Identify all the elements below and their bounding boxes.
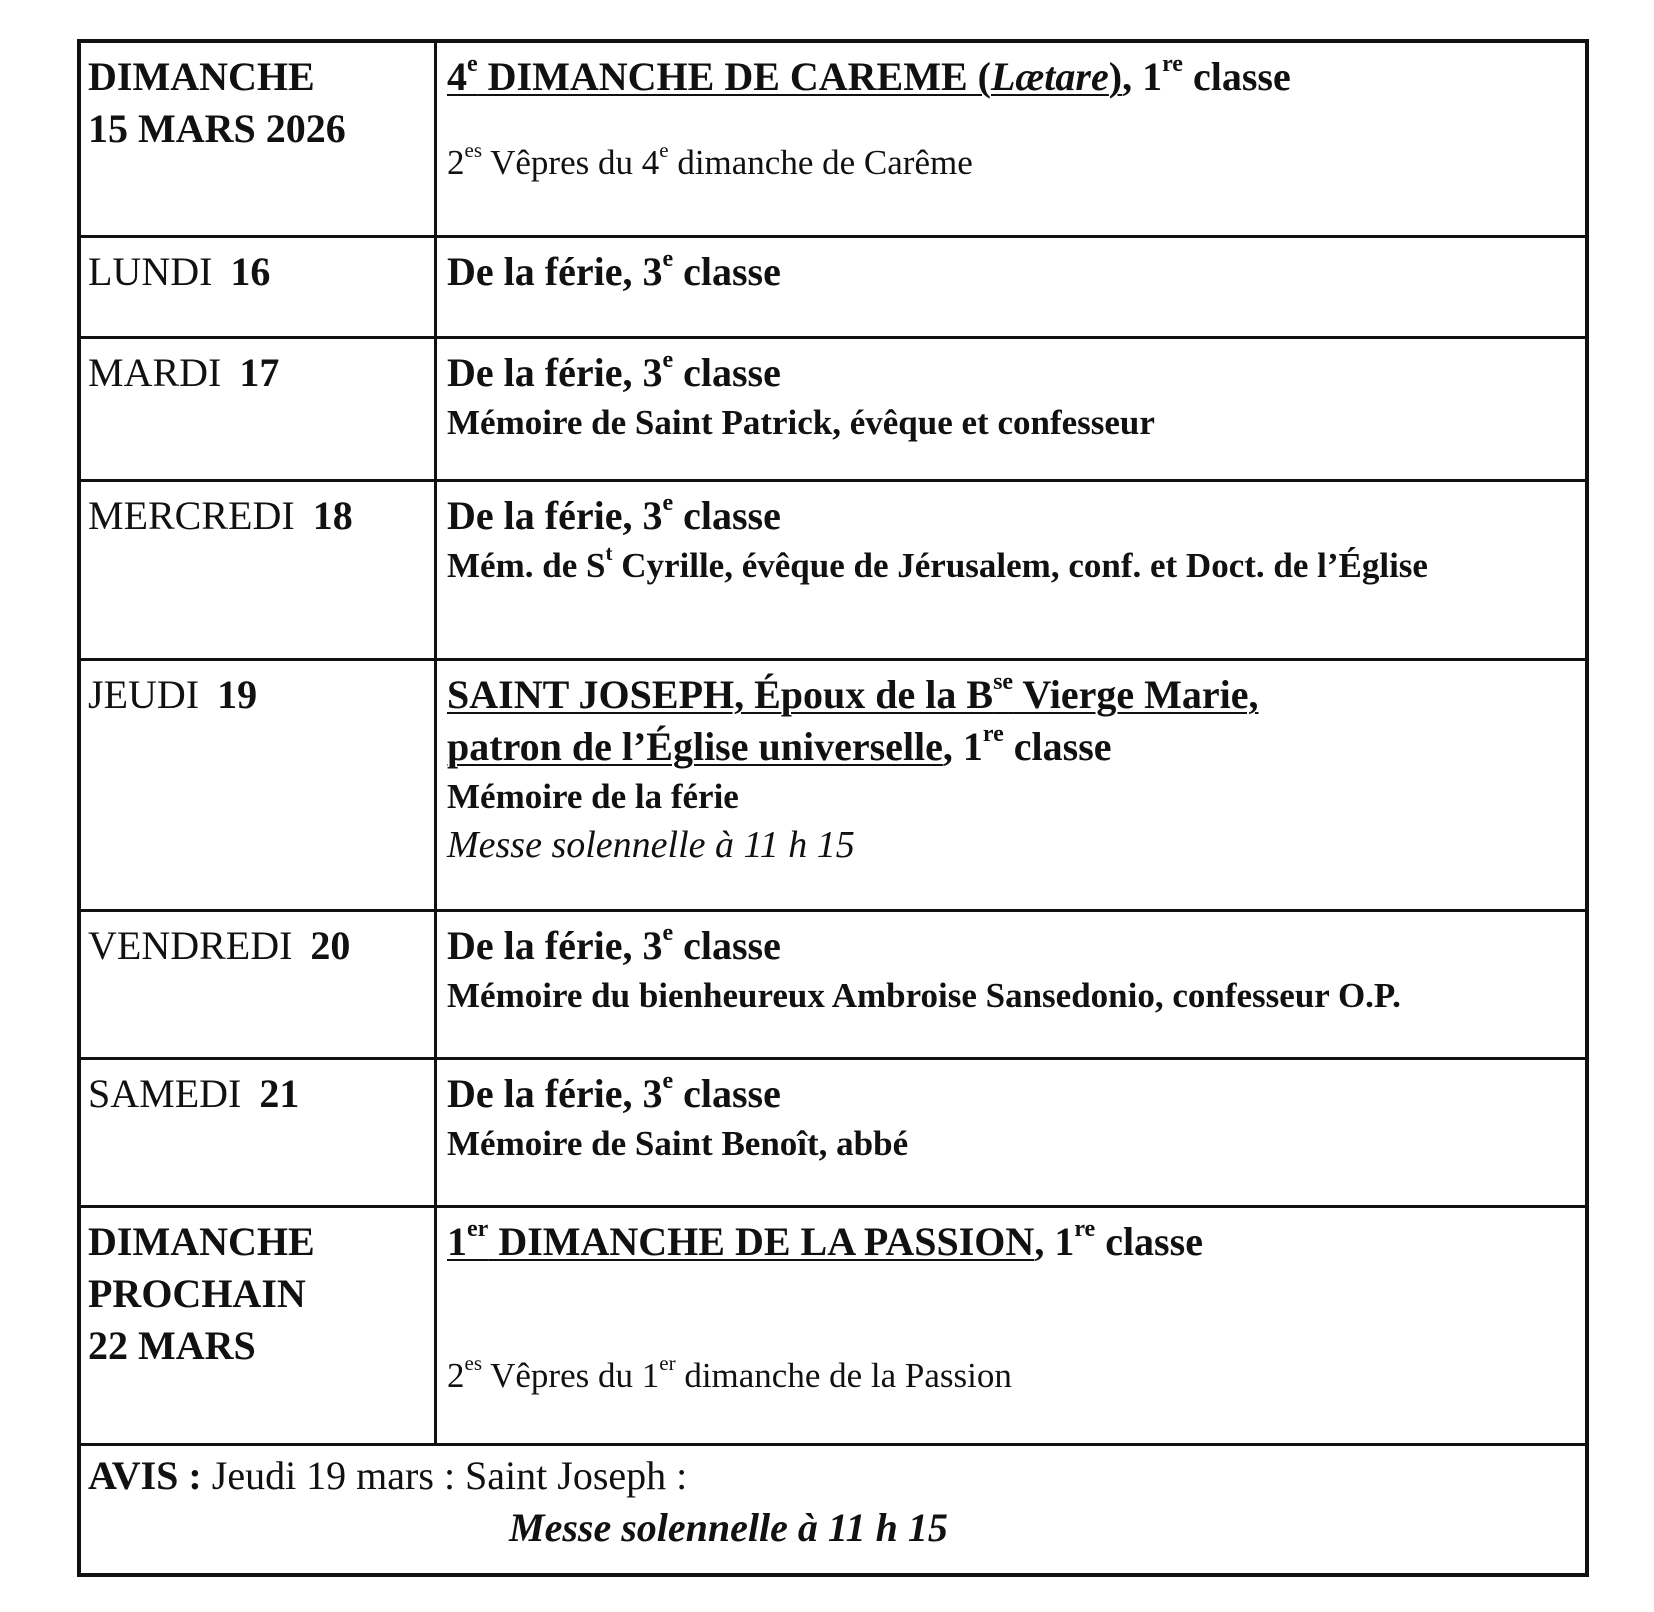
notice-text: AVIS : Jeudi 19 mars : Saint Joseph : (88, 1453, 688, 1498)
day-name: MERCREDI (88, 493, 295, 538)
memory-line: Mémoire de Saint Patrick, évêque et confesseur (447, 403, 1155, 442)
day-number: 17 (239, 350, 280, 395)
row-lundi-16 (81, 238, 1585, 339)
day-qualifier: PROCHAIN (88, 1271, 306, 1316)
office-cell (437, 661, 1585, 909)
day-cell (81, 482, 437, 658)
office-cell (437, 43, 1585, 235)
feast-title: 4e DIMANCHE DE CAREME (Lætare), 1re classe (447, 50, 1291, 99)
memory-line: Mémoire du bienheureux Ambroise Sansedonio, confesseur O.P. (447, 976, 1401, 1015)
feast-title: De la férie, 3e classe (447, 489, 781, 538)
office-cell (437, 238, 1585, 336)
office-cell (437, 1208, 1585, 1443)
office-cell (437, 1060, 1585, 1205)
day-number: 20 (310, 923, 351, 968)
day-number: 16 (230, 249, 271, 294)
latin-name: Lætare (990, 54, 1109, 99)
day-cell (81, 912, 437, 1057)
row-jeudi-19 (81, 661, 1585, 912)
mass-line: Messe solennelle à 11 h 15 (447, 824, 855, 866)
day-cell (81, 661, 437, 909)
day-name: SAMEDI (88, 1071, 242, 1116)
day-cell (81, 238, 437, 336)
row-mercredi-18 (81, 482, 1585, 661)
day-number: 18 (312, 493, 353, 538)
day-number: 19 (217, 672, 258, 717)
day-number: 21 (259, 1071, 300, 1116)
day-cell (81, 339, 437, 479)
day-cell (81, 1208, 437, 1443)
feast-title: De la férie, 3e classe (447, 1067, 781, 1116)
day-name: DIMANCHE (88, 54, 315, 99)
notice-row (81, 1446, 1585, 1573)
row-vendredi-20 (81, 912, 1585, 1060)
notice-mass: Messe solennelle à 11 h 15 (509, 1505, 948, 1550)
vespers-line: $2^{es}$ Vêpres du 1er dimanche de la Passion (447, 1351, 1012, 1395)
feast-title: De la férie, 3e classe (447, 919, 781, 968)
memory-line: Mémoire de Saint Benoît, abbé (447, 1124, 909, 1163)
feast-title: De la férie, 3e classe (447, 346, 781, 395)
feast-title-line2: patron de l’Église universelle, 1re classe (447, 720, 1112, 769)
row-dimanche-15 (81, 43, 1585, 238)
feast-title: 1er DIMANCHE DE LA PASSION, 1re classe (447, 1215, 1203, 1264)
day-date: 15 MARS 2026 (88, 106, 346, 151)
feast-title: SAINT JOSEPH, Époux de la $B^{se}$ Vierge Marie, (447, 668, 1259, 717)
memory-line: Mém. de $S^t$ Cyrille, évêque de Jérusalem, conf. et Doct. de l’Église (447, 541, 1428, 585)
day-name: LUNDI (88, 249, 213, 294)
vespers-line: $2^{es}$ Vêpres du 4e dimanche de Carême (447, 138, 973, 182)
day-name: JEUDI (88, 672, 200, 717)
liturgical-calendar-table (77, 39, 1589, 1577)
row-dimanche-22 (81, 1208, 1585, 1446)
day-date: 22 MARS (88, 1323, 256, 1368)
day-name: MARDI (88, 350, 222, 395)
day-cell (81, 1060, 437, 1205)
row-samedi-21 (81, 1060, 1585, 1208)
office-cell (437, 339, 1585, 479)
office-cell (437, 482, 1585, 658)
day-cell (81, 43, 437, 235)
feast-title: De la férie, 3e classe (447, 245, 781, 294)
day-name: VENDREDI (88, 923, 293, 968)
memory-line: Mémoire de la férie (447, 777, 739, 816)
notice-label: AVIS : (88, 1453, 202, 1498)
day-name: DIMANCHE (88, 1219, 315, 1264)
office-cell (437, 912, 1585, 1057)
row-mardi-17 (81, 339, 1585, 482)
